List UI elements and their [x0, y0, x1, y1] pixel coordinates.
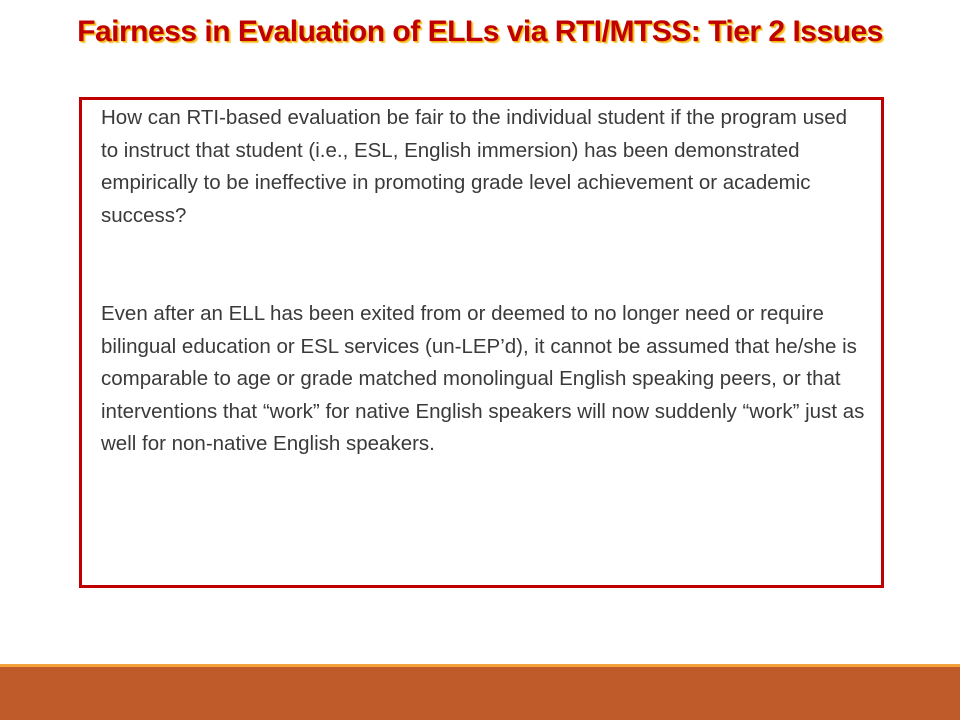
content-box: [79, 97, 884, 588]
paragraph-exited-ell: Even after an ELL has been exited from or deemed to no longer need or require bilingual education or ESL services (un-LEP’d), it cannot be assumed that he/she is comparable to age or grade matched monolingual English speaking peers, or that interventions that “work” for native English speakers will now suddenly “work” just as well for non-native English speakers.: [101, 302, 865, 455]
footer-bar: [0, 667, 960, 720]
paragraph-fairness-question: How can RTI-based evaluation be fair to the individual student if the program used to instruct that student (i.e., ESL, English immersion) has been demonstrated empirically to be ineffective in promoting grade level achievement or academic success?: [101, 106, 848, 227]
slide-title: Fairness in Evaluation of ELLs via RTI/MTSS: Tier 2 Issues: [77, 15, 883, 48]
